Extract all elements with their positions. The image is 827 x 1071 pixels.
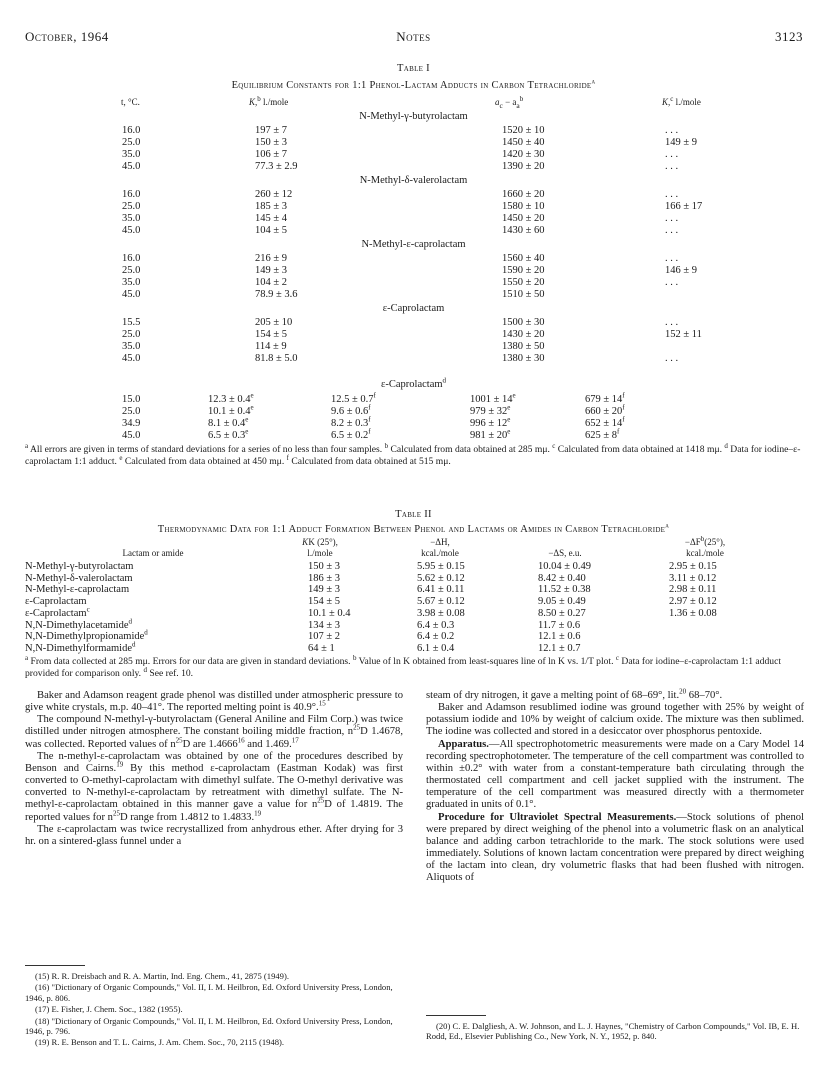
table1-cell-t: 35.0 (122, 341, 141, 352)
table1-cell-k2: . . . (665, 161, 679, 172)
table1-row (0, 403, 827, 418)
table1-cell-t: 16.0 (122, 253, 141, 264)
table1-cell-k: 78.9 ± 3.6 (255, 289, 298, 300)
right-column-text (426, 687, 804, 885)
table1-cell-t: 15.5 (122, 317, 141, 328)
table1-footnotes: $^a$ All errors are given in terms of standard deviations for a series of no less than four samples. $^b$ Calculated from data obtained at 285 mμ. $^c$ Calculated from data obtained at 1418 mμ. $^d$ Data for iodine–ε-caprolactam 1:1 adduct. $^e$ Calculated from data obtained at 450 mμ. $^f$ Calculated from data obtained at 515 mμ. (25, 441, 801, 467)
table2-col-free-energy-unit: kcal./mole (686, 548, 724, 558)
table2-cell-s: 8.42 ± 0.40 (538, 572, 586, 584)
table2-col-k: K K (25°), (302, 537, 338, 547)
table1-cell-a: 10.1 ± 0.4$^e$ (208, 403, 254, 417)
table1-cell-k: 114 ± 9 (255, 341, 287, 352)
table2-cell-name: N-Methyl-ε-caprolactam (25, 584, 130, 596)
paragraph-phenol: Baker and Adamson reagent grade phenol was distilled under atmospheric pressure to give white crystals, m.p. 40–41°. The reported melting point is 40.9°.$^{15}$ (25, 690, 403, 714)
table1-cell-k: 216 ± 9 (255, 253, 288, 264)
reference-20: (20) C. E. Dalgliesh, A. W. Johnson, and L. J. Haynes, "Chemistry of Carbon Compounds," Vol. IB, E. H. Rodd, Ed., Elsevier Publishing Co., New York, N. Y., 1952, p. 840. (426, 1021, 800, 1042)
table1-cell-aa: 1590 ± 20 (502, 265, 545, 276)
left-footnote-rule (25, 965, 85, 966)
table2-col-entropy: −ΔS, e.u. (548, 548, 582, 558)
table1-row (0, 149, 827, 161)
table1-row (0, 277, 827, 289)
table1-cell-k: 205 ± 10 (255, 317, 293, 328)
table1-cell-aa: 1510 ± 50 (502, 289, 545, 300)
header-date: October, 1964 (25, 29, 109, 44)
table2-caption: Thermodynamic Data for 1:1 Adduct Formation Between Phenol and Lactams or Amides in Carbon Tetrachloride$^a$ (157, 521, 670, 535)
table2-cell-k: 64 ± 1 (308, 642, 335, 654)
table2-row (0, 561, 827, 573)
paragraph-apparatus: Apparatus.—All spectrophotometric measurements were made on a Cary Model 14 recording spectrophotometer. The temperature of the cell compartment was controlled to within ±0.2° with water from a constant-temperature bath circulating through the thermostated cell compartment and cell jacket supplied with the instrument. The temperature of the cell compartment was measured directly with a thermometer graduated in units of 0.1°. (426, 738, 804, 811)
table1-section-heading: N-Methyl-ε-caprolactam (361, 239, 466, 250)
table2-cell-h: 5.67 ± 0.12 (417, 596, 465, 608)
table1-row (0, 427, 827, 442)
table2-cell-h: 5.62 ± 0.12 (417, 572, 465, 584)
table2-cell-h: 6.1 ± 0.4 (417, 642, 455, 654)
table2-cell-f: 2.97 ± 0.12 (669, 596, 717, 608)
table1-cell-b: 9.6 ± 0.6$^f$ (331, 403, 371, 417)
table2-cell-h: 5.95 ± 0.15 (417, 561, 465, 572)
paragraph-iodine: Baker and Adamson resublimed iodine was ground together with 25% by weight of potassium iodide and 10% by weight of calcium oxide. The mixture was then sublimed. The iodine was collected and stored in a desiccator over phosphorus pentoxide. (426, 702, 804, 738)
table1-cell-d: $679 \pm 14^f$ (585, 391, 625, 405)
table2-cell-h: 6.4 ± 0.3 (417, 619, 455, 631)
table1-cell-aa: 1550 ± 20 (502, 277, 545, 288)
table1-cell-k2: . . . (665, 149, 679, 160)
table1-title: Table I (397, 63, 430, 74)
table2-row (0, 605, 827, 620)
table2-cell-k: 186 ± 3 (308, 572, 341, 584)
right-footnote-rule (426, 1015, 486, 1016)
table1-cell-a: 8.1 ± 0.4$^e$ (208, 415, 249, 429)
table2-row (0, 628, 827, 643)
table1-cell-k2: 149 ± 9 (665, 137, 698, 148)
table1-cell-t: 35.0 (122, 213, 141, 224)
table1-cell-k: 106 ± 7 (255, 149, 288, 160)
table1-col-k-ir: K,$^c$ l./mole (662, 95, 701, 107)
table1-cell-a: 12.3 ± 0.4$^e$ (208, 391, 254, 405)
table1-cell-aa: 1580 ± 10 (502, 201, 545, 212)
table2-cell-s: 8.50 ± 0.27 (538, 607, 586, 619)
table2-cell-name: N-Methyl-δ-valerolactam (25, 572, 133, 584)
table1-cell-t: 45.0 (122, 289, 141, 300)
table1-cell-aa: 1420 ± 30 (502, 149, 545, 160)
table1-row (0, 225, 827, 237)
table1-cell-k: 145 ± 4 (255, 213, 288, 224)
table1-row (0, 341, 827, 353)
table1-col-absorbance-diff: $a_c - a_a^b$ (495, 95, 524, 110)
table1-cell-c: $981 \pm 20^e$ (470, 427, 511, 441)
table1-row (0, 289, 827, 301)
table1-cell-t: 25.0 (122, 406, 141, 417)
reference-15: (15) R. R. Dreisbach and R. A. Martin, Ind. Eng. Chem., 41, 2875 (1949). (35, 971, 289, 981)
header-section: Notes (396, 29, 431, 44)
table1-cell-k: 260 ± 12 (255, 189, 293, 200)
table1-row (0, 391, 827, 406)
paragraph-caprolactam-synthesis: The n-methyl-ε-caprolactam was obtained by one of the procedures described by Benson and Cairns.$^{19}$ By this method ε-caprolactam (Eastman Kodak) was first converted to O-methyl-caprolactam with dimethyl sulfate. The O-methyl derivative was converted to N-methyl-ε-caprolactam by retreatment with dimethyl sulfate. The N-methyl-ε-caprolactam obtained in this manner gave a value for $n^{25}D$ of 1.4819. The reported values for $n^{25}D$ range from 1.4812 to 1.4833.19 (25, 750, 404, 823)
table1-cell-k: 104 ± 2 (255, 277, 288, 288)
table2-cell-s: 10.04 ± 0.49 (538, 561, 592, 572)
table1-cell-k2: . . . (665, 353, 679, 364)
table2-cell-s: 11.52 ± 0.38 (538, 584, 591, 596)
table2-cell-f: 1.36 ± 0.08 (669, 607, 717, 619)
table1-cell-c: $1001 \pm 14^e$ (470, 391, 516, 405)
table1-cell-k: 104 ± 5 (255, 225, 288, 236)
table1-cell-d: $660 \pm 20^f$ (585, 403, 625, 417)
table1-caption: Equilibrium Constants for 1:1 Phenol-Lactam Adducts in Carbon Tetrachloride$^a$ (231, 77, 596, 91)
table1-cell-t: 25.0 (122, 265, 141, 276)
table1-cell-aa: 1450 ± 40 (502, 137, 545, 148)
table2-col-enthalpy-unit: kcal./mole (421, 548, 459, 558)
table2-col-enthalpy: −ΔH, (430, 537, 450, 547)
paragraph-caprolactam-purification: The ε-caprolactam was twice recrystallized from anhydrous ether. After drying for 3 hr. on a sintered-glass funnel under a (25, 823, 403, 847)
table1-section-heading: N-Methyl-γ-butyrolactam (359, 111, 468, 122)
table1-cell-k: 81.8 ± 5.0 (255, 353, 298, 364)
table1-cell-t: 25.0 (122, 137, 141, 148)
table1-cell-aa: 1500 ± 30 (502, 317, 545, 328)
table1-cell-aa: 1430 ± 20 (502, 329, 545, 340)
table2-row (0, 596, 827, 608)
table1-cell-aa: 1390 ± 20 (502, 161, 545, 172)
table1-cell-aa: 1520 ± 10 (502, 125, 545, 136)
table2-cell-h: 6.41 ± 0.11 (417, 584, 465, 596)
table2-cell-k: 10.1 ± 0.4 (308, 607, 351, 619)
table2-cell-k: 154 ± 5 (308, 596, 341, 608)
table1-cell-k2: . . . (665, 125, 679, 136)
table1-section-heading: ε-Caprolactam$^d$ (380, 376, 447, 390)
table1-cell-t: 35.0 (122, 149, 141, 160)
table1-cell-k: 185 ± 3 (255, 201, 288, 212)
table1-cell-d: $625 \pm 8^f$ (585, 427, 620, 441)
reference-17: (17) E. Fisher, J. Chem. Soc., 1382 (1955). (35, 1004, 183, 1015)
table1-cell-aa: 1660 ± 20 (502, 189, 545, 200)
table1-cell-t: 25.0 (122, 329, 141, 340)
table1-cell-t: 34.9 (122, 418, 141, 429)
table2-cell-name: ε-Caprolactam (25, 596, 87, 608)
reference-16: (16) "Dictionary of Organic Compounds," Vol. II, I. M. Heilbron, Ed. Oxford University Press, London, 1946, p. 806. (25, 982, 393, 1003)
table1-cell-k: 197 ± 7 (255, 125, 288, 136)
table2-cell-s: 9.05 ± 0.49 (538, 596, 586, 608)
left-column-text (25, 690, 403, 848)
table1-col-temperature: t, °C. (121, 97, 140, 107)
table1-cell-k2: 152 ± 11 (665, 329, 702, 340)
table2-cell-k: 107 ± 2 (308, 631, 341, 643)
table1-cell-t: 16.0 (122, 189, 141, 200)
right-references (426, 1021, 804, 1043)
reference-18: (18) "Dictionary of Organic Compounds," Vol. II, I. M. Heilbron, Ed. Oxford University Press, London, 1946, p. 796. (25, 1015, 393, 1037)
table2-cell-name: N-Methyl-γ-butyrolactam (25, 561, 134, 572)
table1-row (0, 125, 827, 137)
table1-row (0, 161, 827, 173)
table1-row (0, 317, 827, 329)
table1-cell-k: 77.3 ± 2.9 (255, 161, 298, 172)
table1-cell-t: 15.0 (122, 394, 141, 405)
table1-row (0, 265, 827, 277)
table2-cell-s: 11.7 ± 0.6 (538, 619, 581, 631)
table1-row (0, 329, 827, 341)
table2-col-name: Lactam or amide (122, 548, 184, 558)
table2-row (0, 573, 827, 585)
table1-row (0, 415, 827, 430)
table2-cell-k: 150 ± 3 (308, 561, 341, 572)
table2-cell-name: N,N-Dimethylpropionamide$^d$ (25, 628, 148, 643)
table1-cell-k: 149 ± 3 (255, 265, 288, 276)
table2-footnotes: $^a$ From data collected at 285 mμ. Errors for our data are given in standard deviations. $^b$ Value of ln K obtained from least-squares line of ln K vs. 1/T plot. $^c$ Data for iodine–ε-caprolactam 1:1 adduct provided for comparison only. $^d$ See ref. 10. (25, 653, 781, 679)
table2-cell-name: N,N-Dimethylformamide$^d$ (25, 640, 136, 654)
table1-cell-t: 45.0 (122, 430, 141, 441)
table1-cell-k2: 166 ± 17 (665, 201, 703, 212)
table2-cell-k: 134 ± 3 (308, 619, 341, 631)
table1-cell-k2: . . . (665, 317, 679, 328)
paragraph-drying: steam of dry nitrogen, it gave a melting point of 68–69°, lit.$^{20}$ 68–70°. (426, 687, 723, 701)
table1-cell-t: 16.0 (122, 125, 141, 136)
table1-cell-b: 12.5 ± 0.7$^f$ (331, 391, 376, 405)
table1-cell-k2: 146 ± 9 (665, 265, 698, 276)
table1-row (0, 253, 827, 265)
paragraph-butyrolactam: The compound N-methyl-γ-butyrolactam (General Aniline and Film Corp.) was twice distilled under nitrogen atmosphere. The constant boiling middle fraction, $n^{25}D$ 1.4678, was collected. Reported values of $n^{25}D$ are 1.4666$^{16}$ and 1.469.17 (25, 714, 403, 750)
table1-cell-t: 45.0 (122, 353, 141, 364)
table2-cell-h: 3.98 ± 0.08 (417, 607, 465, 619)
table1-section-heading: ε-Caprolactam (382, 303, 445, 314)
table1-row (0, 189, 827, 201)
table2-cell-f: 2.98 ± 0.11 (669, 584, 717, 596)
table1-cell-k: 150 ± 3 (255, 137, 288, 148)
table1-cell-aa: 1450 ± 20 (502, 213, 545, 224)
table2-col-free-energy: $-\Delta F^b(25^\circ)$, (684, 535, 726, 547)
table1-cell-k: 154 ± 5 (255, 329, 288, 340)
table1-cell-t: 25.0 (122, 201, 141, 212)
table1-cell-c: $996 \pm 12^e$ (470, 415, 511, 429)
table2-cell-s: 12.1 ± 0.6 (538, 631, 581, 643)
table1-cell-aa: 1380 ± 50 (502, 341, 545, 352)
table2-col-k-unit: l./mole (307, 548, 333, 558)
reference-19: (19) R. E. Benson and T. L. Cairns, J. Am. Chem. Soc., 70, 2115 (1948). (35, 1037, 285, 1048)
table2-row (0, 640, 827, 655)
table1-cell-aa: 1560 ± 40 (502, 253, 545, 264)
table2-cell-name: N,N-Dimethylacetamide$^d$ (25, 617, 133, 631)
table2-row (0, 584, 827, 596)
table2-cell-k: 149 ± 3 (308, 584, 341, 596)
table2-cell-h: 6.4 ± 0.2 (417, 631, 455, 643)
table1-cell-k2: . . . (665, 253, 679, 264)
table2-cell-s: 12.1 ± 0.7 (538, 642, 581, 654)
table2-cell-f: 2.95 ± 0.15 (669, 561, 717, 572)
table1-cell-d: $652 \pm 14^f$ (585, 415, 625, 429)
table1-cell-c: $979 \pm 32^e$ (470, 403, 511, 417)
table1-cell-t: 45.0 (122, 225, 141, 236)
table1-cell-k2: . . . (665, 189, 679, 200)
table1-cell-aa: 1380 ± 30 (502, 353, 545, 364)
table1-cell-aa: 1430 ± 60 (502, 225, 545, 236)
table1-section-heading: N-Methyl-δ-valerolactam (359, 175, 468, 186)
left-references (25, 971, 403, 1049)
table2-cell-f: 3.11 ± 0.12 (669, 572, 717, 584)
table1-cell-a: 6.5 ± 0.3$^e$ (208, 427, 249, 441)
page-number: 3123 (775, 29, 803, 44)
table1-cell-b: 6.5 ± 0.2$^f$ (331, 427, 371, 441)
table2-cell-name: ε-Caprolactam$^c$ (25, 605, 90, 619)
table1-row (0, 213, 827, 225)
table1-cell-k2: . . . (665, 213, 679, 224)
table1-col-k: K,$^b$ l./mole (249, 95, 289, 107)
table1-row (0, 137, 827, 149)
table1-cell-k2: . . . (665, 277, 679, 288)
table1-cell-b: 8.2 ± 0.3$^f$ (331, 415, 371, 429)
table2-row (0, 617, 827, 632)
table1-cell-t: 35.0 (122, 277, 141, 288)
table1-cell-t: 45.0 (122, 161, 141, 172)
table2-title: Table II (395, 509, 432, 520)
paragraph-procedure: Procedure for Ultraviolet Spectral Measurements.—Stock solutions of phenol were prepared by direct weighing of the phenol into a volumetric flask on an analytical balance and adding carbon tetrachloride to the mark. The stock solutions were used immediately. Solutions of known lactam concentration were prepared by direct weighing of the lactam into clean, dry volumetric flasks that had been flushed with nitrogen. Aliquots of (426, 811, 804, 884)
table1-row (0, 201, 827, 213)
table1-cell-k2: . . . (665, 225, 679, 236)
table1-row (0, 353, 827, 365)
